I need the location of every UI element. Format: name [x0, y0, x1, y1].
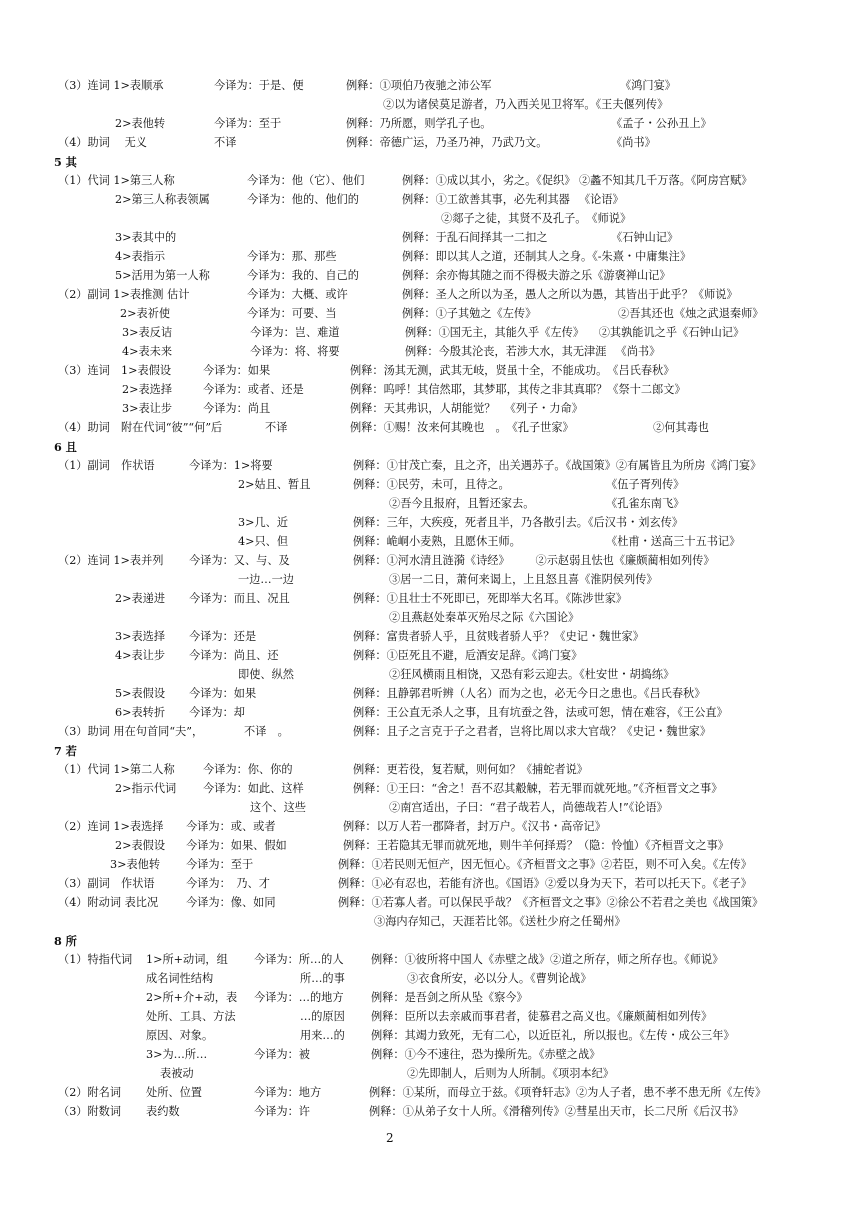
text-segment: 今译为：尚且: [203, 402, 271, 415]
text-segment: （4）助词 无义: [58, 136, 147, 149]
text-segment: 今译为：所…的人: [254, 953, 344, 966]
section-heading: 7 若: [54, 744, 77, 758]
text-segment: （1）副词 作状语: [58, 459, 155, 472]
text-segment: 4>表让步: [115, 649, 166, 662]
text-segment: 今译为：我的、自己的: [247, 269, 359, 282]
section-heading: 6 且: [54, 440, 77, 454]
text-segment: 例释：①民劳，未可，且待之。: [353, 478, 510, 491]
text-segment: ②何其毒也: [653, 421, 709, 434]
text-segment: （1）特指代词: [58, 953, 133, 966]
text-segment: 例释：①甘茂亡秦，且之齐，出关遇苏子。《战国策》②有属皆且为所房《鸿门宴》: [353, 459, 762, 472]
text-segment: 例释：①若寡人者。可以保民乎哉？《齐桓晋文之事》②徐公不若君之美也《战国策》: [338, 896, 764, 909]
text-segment: 例释：余亦悔其随之而不得极夫游之乐《游褒禅山记》: [402, 269, 671, 282]
text-segment: 不译 。: [244, 725, 289, 738]
text-segment: 例释：乃所愿，则学孔子也。: [346, 117, 492, 130]
text-segment: 今译为：…的地方: [254, 991, 344, 1004]
text-segment: 今译为：1>将要: [189, 459, 273, 472]
text-segment: 例释：王公直无杀人之事，且有坑蚕之咎，法或可恕，情在难容，《王公直》: [353, 706, 728, 719]
text-segment: （2）副词 1>表推测 估计: [58, 288, 190, 301]
text-segment: ②先即制人，后则为人所制。《项羽本纪》: [407, 1067, 614, 1080]
text-segment: （3）助词 用在句首同“夫”，: [58, 725, 204, 738]
text-segment: （2）附名词: [58, 1086, 122, 1099]
text-segment: 今译为：如果: [189, 687, 257, 700]
text-segment: 例释：①赐！汝来何其晚也 。 《孔子世家》: [350, 421, 574, 434]
text-segment: ③海内存知己，天涯若比邻。《送杜少府之任蜀州》: [374, 915, 626, 928]
text-segment: 今译为：岂、难道: [250, 326, 340, 339]
text-segment: 今译为：至于: [214, 117, 282, 130]
text-segment: （4）附动词 表比况: [58, 896, 159, 909]
text-segment: 今译为：至于: [186, 858, 254, 871]
text-segment: 例释：天其弗识，人胡能觉？ 《列子・力命》: [350, 402, 583, 415]
text-segment: 例释：其竭力致死，无有二心，以近臣礼，所以报也。《左传・成公三年》: [371, 1029, 735, 1042]
text-segment: 今译为：而且、况且: [189, 592, 290, 605]
text-segment: ②吾今且报府，且暂还家去。: [389, 497, 535, 510]
text-segment: 1>所+动词，组: [146, 953, 228, 966]
text-segment: 3>表其中的: [115, 231, 177, 244]
text-segment: 例释：即以其人之道，还制其人之身。《-朱熹・中庸集注》: [402, 250, 692, 263]
text-segment: 例释：且子之言克于子之君者，岂将比周以求大官哉？《史记・魏世家》: [353, 725, 712, 738]
text-segment: 2>指示代词: [115, 782, 177, 795]
text-segment: （3）副词 作状语: [58, 877, 155, 890]
text-segment: 例释：且静郭君听辨（人名）而为之也，必无今日之患也。《吕氏春秋》: [353, 687, 706, 700]
text-segment: 例释：①工欲善其事，必先利其器 《论语》: [402, 193, 624, 206]
text-segment: 例释：圣人之所以为圣，愚人之所以为愚，其皆出于此乎？《师说》: [402, 288, 738, 301]
section-heading: 5 其: [54, 155, 77, 169]
text-segment: （1）代词 1>第三人称: [58, 174, 175, 187]
text-segment: 今译为：如果: [203, 364, 271, 377]
text-segment: 表被动: [160, 1067, 194, 1080]
text-segment: 表约数: [146, 1105, 180, 1118]
text-segment: …的原因: [300, 1010, 345, 1023]
text-segment: ②南宫适出，子曰：“君子哉若人，尚德哉若人!”《论语》: [389, 801, 668, 814]
text-segment: 例释：①王曰：“舍之！吾不忍其觳觫，若无罪而就死地。”《齐桓晋文之事》: [353, 782, 723, 795]
text-segment: 《尚书》: [611, 136, 656, 149]
text-segment: 今译为：地方: [254, 1086, 322, 1099]
text-segment: 一边…一边: [238, 573, 294, 586]
text-segment: 5>表假设: [115, 687, 166, 700]
text-segment: 今译为：如果、假如: [186, 839, 287, 852]
text-segment: 2>姑且、暂且: [238, 478, 311, 491]
text-segment: 今译为：那、那些: [247, 250, 337, 263]
text-segment: 例释：更若役，复若赋，则何如？《捕蛇者说》: [353, 763, 588, 776]
text-segment: 《鸿门宴》: [620, 79, 676, 92]
text-segment: 例释：富贵者骄人乎，且贫贱者骄人乎？《史记・魏世家》: [353, 630, 644, 643]
text-segment: 例释：①成以其小，劣之。《促织》 ②蠡不知其几千万落。《阿房宫赋》: [402, 174, 753, 187]
text-segment: 用来…的: [300, 1029, 345, 1042]
text-segment: 今译为：他（它）、他们: [247, 174, 365, 187]
text-segment: （3）连词 1>表假设: [58, 364, 172, 377]
text-segment: 处所、工具、方法: [146, 1010, 236, 1023]
text-segment: 例释：呜呼！其信然耶，其梦耶，其传之非其真耶？《祭十二郎文》: [350, 383, 686, 396]
text-segment: 例释：①某所，而母立于兹。《项脊轩志》②为人子者，患不孝不患无所《左传》: [369, 1086, 767, 1099]
text-segment: （1）代词 1>第二人称: [58, 763, 175, 776]
text-segment: ③居一二日，萧何来谒上，上且怒且喜《淮阴侯列传》: [389, 573, 658, 586]
text-segment: 例释：以万人若一郡降者，封万户。《汉书・高帝记》: [343, 820, 606, 833]
text-segment: （4）助词 附在代词“彼”“何”后: [58, 421, 223, 434]
text-segment: 3>表他转: [110, 858, 161, 871]
text-segment: 6>表转折: [115, 706, 166, 719]
text-segment: 今译为：还是: [189, 630, 257, 643]
text-segment: 今译为：或者、还是: [203, 383, 304, 396]
text-segment: 例释：①彼所将中国人《赤壁之战》②道之所存，师之所存也。《师说》: [371, 953, 724, 966]
text-segment: 今译为：他的、他们的: [247, 193, 359, 206]
text-segment: （3）连词 1>表顺承: [58, 79, 164, 92]
text-segment: 今译为：你、你的: [203, 763, 293, 776]
text-segment: 例释：①臣死且不避，卮酒安足辞。《鸿门宴》: [353, 649, 583, 662]
text-segment: 例释：①且壮士不死即已，死即举大名耳。《陈涉世家》: [353, 592, 628, 605]
text-segment: 《孔雀东南飞》: [606, 497, 685, 510]
text-segment: 原因、对象。: [146, 1029, 214, 1042]
text-segment: 今译为：又、与、及: [189, 554, 290, 567]
text-segment: ②且燕赵处秦革灭殆尽之际《六国论》: [389, 611, 580, 624]
text-segment: 今译为：被: [254, 1048, 310, 1061]
text-segment: 今译为：像、如同: [186, 896, 276, 909]
text-segment: 例释：①今不速往，恐为操所先。《赤壁之战》: [371, 1048, 601, 1061]
text-segment: 3>几、近: [238, 516, 289, 529]
text-segment: 不译: [265, 421, 288, 434]
page-number: 2: [386, 1131, 394, 1145]
text-segment: ②郯子之徒，其贤不及孔子。 《师说》: [441, 212, 632, 225]
text-segment: 3>表让步: [122, 402, 173, 415]
text-segment: 例释：①河水清且涟漪《诗经》 ②示赵弱且怯也《廉颇蔺相如列传》: [353, 554, 715, 567]
text-segment: 例释：①从弟子女十人所。《滑稽列传》②彗星出天市，长二尺所《后汉书》: [369, 1105, 744, 1118]
text-segment: 今译为：如此、这样: [203, 782, 304, 795]
text-segment: 成名词性结构: [146, 972, 214, 985]
text-segment: 例释：王若隐其无罪而就死地，则牛羊何择焉？（隐：怜恤）《齐桓晋文之事》: [343, 839, 729, 852]
text-segment: （2）连词 1>表选择: [58, 820, 164, 833]
text-segment: 今译为：于是、便: [214, 79, 304, 92]
text-segment: 例释：①项伯乃夜驰之沛公军: [346, 79, 492, 92]
text-segment: 例释：于乱石间择其一二扣之: [402, 231, 548, 244]
text-segment: 3>表选择: [115, 630, 166, 643]
text-segment: 例释：臣所以去亲戚而事君者，徒慕君之高义也。《廉颇蔺相如列传》: [371, 1010, 713, 1023]
text-segment: 4>只、但: [238, 535, 289, 548]
text-segment: ②以为诸侯莫足游者，乃入西关见卫将军。《王夫偃列传》: [383, 98, 669, 111]
text-segment: 4>表指示: [115, 250, 166, 263]
text-segment: 今译为：却: [189, 706, 245, 719]
text-segment: 例释：①必有忍也，若能有济也。《国语》②爱以身为天下，若可以托天下。《老子》: [338, 877, 752, 890]
text-segment: 《杜甫・送高三十五书记》: [606, 535, 741, 548]
text-segment: 2>第三人称表领属: [115, 193, 210, 206]
text-segment: 2>所+介+动，表: [146, 991, 238, 1004]
text-segment: 例释：①子其勉之《左传》: [402, 307, 537, 320]
text-segment: 2>表递进: [115, 592, 166, 605]
text-segment: 2>表他转: [115, 117, 166, 130]
text-segment: 今译为：大概、或许: [247, 288, 348, 301]
text-segment: 《伍子胥列传》: [606, 478, 685, 491]
section-heading: 8 所: [54, 934, 77, 948]
text-segment: 今译为：将、将要: [250, 345, 340, 358]
text-segment: ②吾其还也《烛之武退秦师》: [618, 307, 764, 320]
text-segment: 处所、位置: [146, 1086, 202, 1099]
text-segment: 例释：是吾剑之所从坠《察今》: [371, 991, 528, 1004]
text-segment: 今译为：或、或者: [186, 820, 276, 833]
text-segment: （2）连词 1>表并列: [58, 554, 164, 567]
text-segment: 所…的事: [300, 972, 345, 985]
text-segment: 2>表祈使: [120, 307, 171, 320]
text-segment: 例释：汤其无测，武其无岐，贤虽十全，不能成功。 《吕氏春秋》: [350, 364, 675, 377]
text-segment: 今译为：尚且、还: [189, 649, 279, 662]
text-segment: 例释：①若民则无恒产，因无恒心。《齐桓晋文之事》②若臣，则不可入矣。《左传》: [338, 858, 752, 871]
text-segment: 3>表反诘: [122, 326, 173, 339]
text-segment: 即使、纵然: [238, 668, 294, 681]
text-segment: 4>表未来: [122, 345, 173, 358]
text-segment: 2>表假设: [115, 839, 166, 852]
text-segment: 例释：三年，大疾疫，死者且半，乃各散引去。《后汉书・刘玄传》: [353, 516, 684, 529]
text-segment: 这个、这些: [250, 801, 306, 814]
text-segment: 不译: [214, 136, 237, 149]
text-segment: 5>活用为第一人称: [115, 269, 210, 282]
text-segment: 例释：帝德广运，乃圣乃神，乃武乃文。: [346, 136, 548, 149]
text-segment: ②狂风横雨且相饶，又恐有彩云迎去。《杜安世・胡捣练》: [389, 668, 675, 681]
text-segment: 今译为： 乃、才: [186, 877, 270, 890]
text-segment: 2>表选择: [122, 383, 173, 396]
text-segment: ③衣食所安，必以分人。《曹刿论战》: [407, 972, 592, 985]
text-segment: 《孟子・公孙丑上》: [611, 117, 712, 130]
text-segment: 今译为：许: [254, 1105, 310, 1118]
text-segment: 《石钟山记》: [611, 231, 679, 244]
text-segment: （3）附数词: [58, 1105, 122, 1118]
text-segment: 例释：今殷其沦丧，若涉大水，其无津涯 《尚书》: [405, 345, 661, 358]
text-segment: 3>为…所…: [146, 1048, 208, 1061]
text-segment: 例释：峗峒小麦熟，且愿休王师。: [353, 535, 521, 548]
text-segment: 例释：①国无主，其能久乎《左传》 ②其孰能讥之乎《石钟山记》: [405, 326, 745, 339]
text-segment: 今译为：可要、当: [247, 307, 337, 320]
